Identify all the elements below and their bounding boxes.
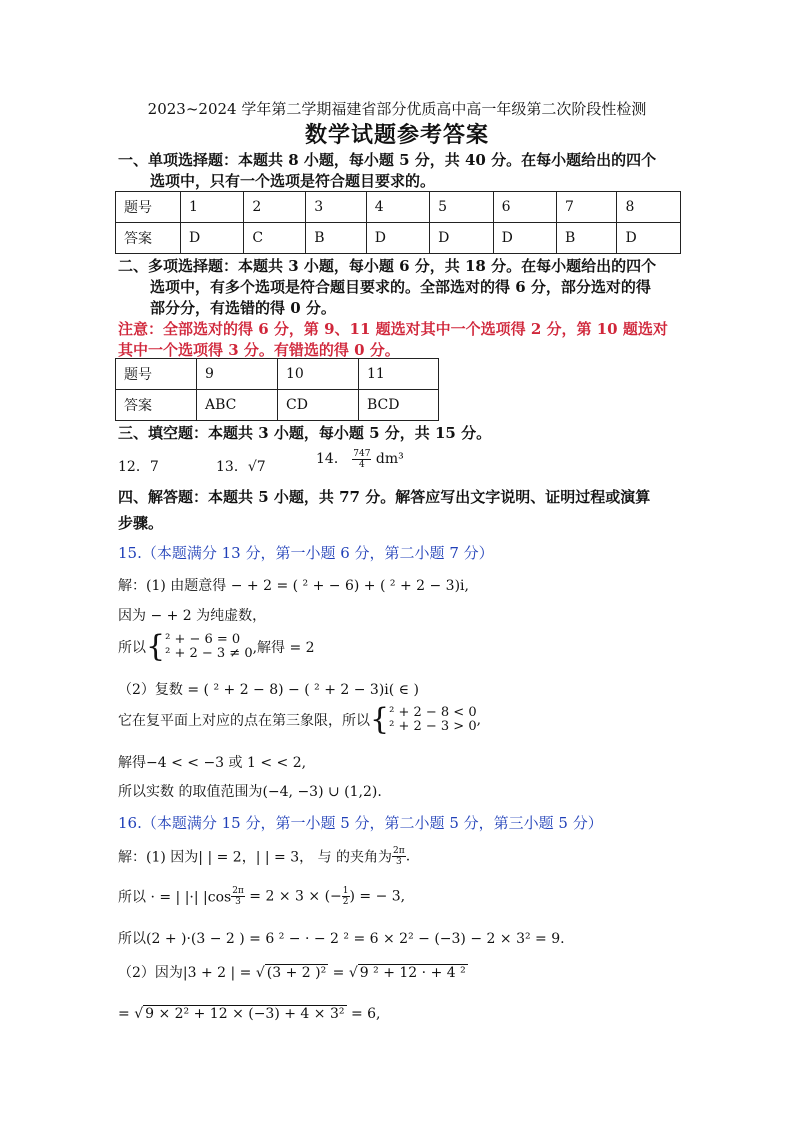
multi-choice-answer-table [115, 358, 439, 421]
inequality: ² + 2 − 3 > 0 [389, 719, 477, 734]
row-label: 题号 [116, 192, 181, 223]
left-brace: { [370, 702, 390, 737]
answer-q12: 12．7 [118, 459, 159, 475]
answer-cell: CD [278, 390, 359, 421]
q15-line3 [118, 629, 315, 664]
q15-line6: 解得−4 < < −3 或 1 < < 2, [118, 755, 307, 771]
table-row [116, 192, 681, 223]
q16-line4-mid: = [328, 965, 349, 981]
fraction [392, 846, 406, 867]
answer-cell: B [306, 223, 366, 254]
section2-note-line1: 注意：全部选对的得 6 分，第 9、11 题选对其中一个选项得 2 分，第 10 题选对 [118, 320, 668, 338]
question-number: 2 [244, 192, 306, 223]
q15-system2 [389, 706, 477, 734]
q16-line2-suffix: ) = − 3, [349, 888, 406, 905]
answer-cell: D [430, 223, 493, 254]
equation: ² + 2 − 3 ≠ 0 [165, 646, 253, 661]
q16-heading: 16.（本题满分 15 分，第一小题 5 分，第二小题 5 分，第三小题 5 分） [118, 814, 603, 832]
q16-line5-prefix: = [118, 1006, 135, 1022]
inequality: ² + 2 − 8 < 0 [389, 705, 477, 720]
section2-line1: 二、多项选择题：本题共 3 小题，每小题 6 分，共 18 分。在每小题给出的四个 [118, 257, 657, 275]
q15-line3-prefix: 所以 [118, 640, 146, 656]
single-choice-answer-table [115, 191, 681, 254]
table-row [116, 223, 681, 254]
question-number: 3 [306, 192, 366, 223]
exam-subtitle: 2023~2024 学年第二学期福建省部分优质高中高一年级第二次阶段性检测 [147, 100, 647, 118]
section4-line1: 四、解答题：本题共 5 小题，共 77 分。解答应写出文字说明、证明过程或演算 [118, 488, 651, 506]
q16-line1-text: 解：(1) 因为| | = 2，| | = 3， 与 的夹角为 [118, 849, 393, 866]
q13-label: 13． [216, 459, 248, 475]
q15-line1: 解：(1) 由题意得 − + 2 = ( ² + − 6) + ( ² + 2 − 3)i, [118, 578, 469, 594]
question-number: 8 [617, 192, 681, 223]
q14-fraction [352, 449, 371, 470]
radicand: 9 ² + 12 · + 4 ² [359, 965, 466, 981]
answer-cell: BCD [359, 390, 439, 421]
answer-cell: D [181, 223, 244, 254]
denominator: 3 [395, 857, 402, 867]
left-brace: { [146, 629, 166, 664]
question-number: 1 [181, 192, 244, 223]
numerator: 2π [232, 886, 244, 896]
question-number: 10 [278, 359, 359, 390]
row-label: 题号 [116, 359, 197, 390]
q15-line5-prefix: 它在复平面上对应的点在第三象限，所以 [118, 713, 370, 729]
q15-heading: 15.（本题满分 13 分，第一小题 6 分，第二小题 7 分） [118, 544, 494, 562]
answer-q14 [316, 448, 404, 470]
q16-line2-mid: = 2 × 3 × (− [244, 888, 342, 905]
fraction [342, 886, 350, 907]
equation: ² + − 6 = 0 [165, 632, 241, 647]
answer-cell: C [244, 223, 306, 254]
sqrt-sign: √ [348, 965, 358, 981]
sqrt-sign: √ [134, 1006, 144, 1022]
q15-line7: 所以实数 的取值范围为(−4, −3) ∪ (1,2). [118, 784, 382, 800]
q15-system1 [165, 633, 253, 661]
sqrt-sign: √ [255, 965, 265, 981]
answer-cell: D [617, 223, 681, 254]
question-number: 6 [493, 192, 556, 223]
radicand: 9 × 2² + 12 × (−3) + 4 × 3² [145, 1006, 345, 1022]
section2-line3: 部分分，有选错的得 0 分。 [150, 299, 336, 317]
section2-note-line2: 其中一个选项得 3 分。有错选的得 0 分。 [118, 341, 400, 359]
table-row [116, 359, 439, 390]
q16-line5-suffix: = 6, [346, 1006, 381, 1022]
q15-line5 [118, 702, 482, 737]
q16-line2-text: 所以 · = | |·| |cos [118, 889, 232, 906]
q13-value: √7 [247, 459, 266, 475]
q16-line1 [118, 846, 410, 867]
section2-line2: 选项中，有多个选项是符合题目要求的。全部选对的得 6 分，部分选对的得 [150, 278, 651, 296]
q14-label: 14． [316, 451, 348, 467]
section4-line2: 步骤。 [118, 514, 164, 532]
answer-cell: D [366, 223, 429, 254]
q14-numerator: 747 [353, 448, 371, 459]
q15-line2: 因为 − + 2 为纯虚数， [118, 608, 267, 624]
q16-line4 [118, 962, 468, 982]
answer-cell: B [556, 223, 616, 254]
row-label: 答案 [116, 390, 197, 421]
question-number: 9 [197, 359, 278, 390]
q16-line3: 所以(2 + )·(3 − 2 ) = 6 ² − · − 2 ² = 6 × 2² − (−3) − 2 × 3² = 9. [118, 931, 565, 947]
fraction [231, 886, 245, 907]
answer-cell: D [493, 223, 556, 254]
answer-cell: ABC [197, 390, 278, 421]
table-row [116, 390, 439, 421]
row-label: 答案 [116, 223, 181, 254]
section1-line2: 选项中，只有一个选项是符合题目要求的。 [150, 172, 436, 190]
question-number: 7 [556, 192, 616, 223]
answer-q13 [216, 456, 266, 476]
q15-line4: （2）复数 = ( ² + 2 − 8) − ( ² + 2 − 3)i( ∈ ) [118, 682, 419, 698]
q16-line5 [118, 1005, 381, 1022]
question-number: 4 [366, 192, 429, 223]
q16-line1-suffix: . [405, 848, 411, 865]
denominator: 2 [342, 897, 349, 907]
denominator: 3 [235, 897, 241, 907]
section3-heading: 三、填空题：本题共 3 小题，每小题 5 分，共 15 分。 [118, 424, 492, 442]
question-number: 11 [359, 359, 439, 390]
radicand: (3 + 2 )² [266, 965, 327, 981]
question-number: 5 [430, 192, 493, 223]
section1-line1: 一、单项选择题：本题共 8 小题，每小题 5 分，共 40 分。在每小题给出的四个 [118, 151, 657, 169]
numerator: 1 [342, 886, 349, 896]
q15-line3-suffix: ,解得 = 2 [252, 640, 315, 656]
page-title: 数学试题参考答案 [304, 122, 489, 148]
q14-unit: dm³ [375, 451, 404, 467]
numerator: 2π [393, 846, 405, 856]
q15-line5-suffix: , [476, 712, 482, 728]
q16-line4-prefix: （2）因为|3 + 2 | = [118, 965, 256, 981]
q14-denominator: 4 [359, 459, 365, 470]
q16-line2 [118, 886, 405, 907]
